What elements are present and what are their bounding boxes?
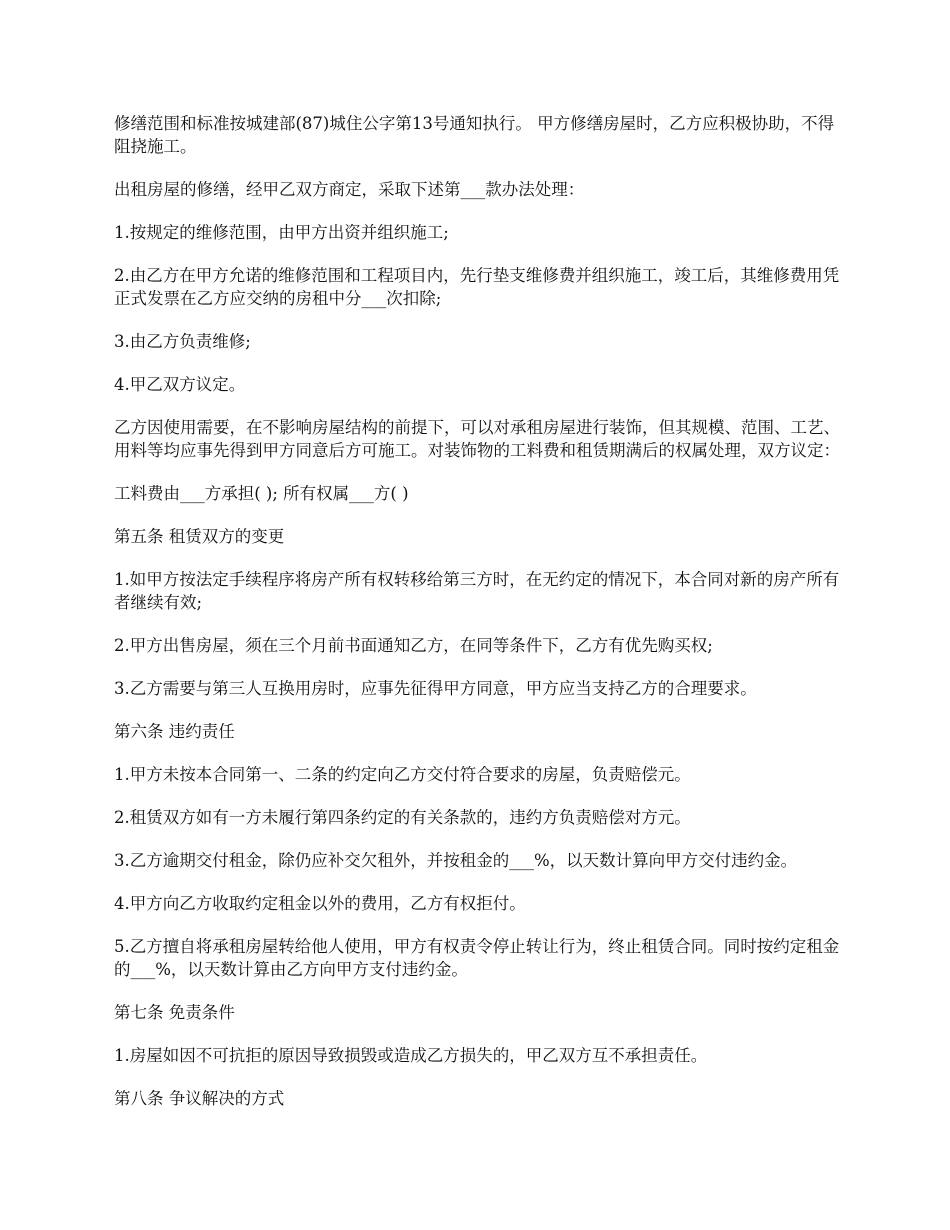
paragraph-decoration-cost: 工料费由___方承担( ); 所有权属___方( ) <box>114 484 409 503</box>
paragraph-article-5-item-2: 2.甲方出售房屋，须在三个月前书面通知乙方，在同等条件下，乙方有优先购买权; <box>114 636 713 655</box>
document-body <box>114 112 844 1130</box>
paragraph-option-4: 4.甲乙双方议定。 <box>114 375 246 394</box>
section-heading-article-6: 第六条 违约责任 <box>114 722 235 741</box>
section-heading-article-5: 第五条 租赁双方的变更 <box>114 527 285 546</box>
paragraph-option-2: 2.由乙方在甲方允诺的维修范围和工程项目内，先行垫支维修费并组织施工，竣工后，其维修费用凭正式发票在乙方应交纳的房租中分___次扣除; <box>114 266 840 308</box>
paragraph-option-3: 3.由乙方负责维修; <box>114 332 251 351</box>
paragraph-decoration: 乙方因使用需要，在不影响房屋结构的前提下，可以对承租房屋进行装饰，但其规模、范围、工艺、用料等均应事先得到甲方同意后方可施工。对装饰物的工料费和租赁期满后的权属处理，双方议定： <box>114 418 840 460</box>
paragraph-article-6-item-5: 5.乙方擅自将承租房屋转给他人使用，甲方有权责令停止转让行为，终止租赁合同。同时按约定租金的___%，以天数计算由乙方向甲方支付违约金。 <box>114 937 840 979</box>
paragraph-option-1: 1.按规定的维修范围，由甲方出资并组织施工; <box>114 223 449 242</box>
paragraph-article-5-item-1: 1.如甲方按法定手续程序将房产所有权转移给第三方时，在无约定的情况下，本合同对新的房产所有者继续有效; <box>114 570 840 612</box>
paragraph-article-6-item-3: 3.乙方逾期交付租金，除仍应补交欠租外，并按租金的___%，以天数计算向甲方交付违约金。 <box>114 851 798 870</box>
paragraph-repair-scope: 修缮范围和标准按城建部(87)城住公字第13号通知执行。 甲方修缮房屋时，乙方应积极协助，不得阻挠施工。 <box>114 114 835 156</box>
paragraph-article-6-item-4: 4.甲方向乙方收取约定租金以外的费用，乙方有权拒付。 <box>114 894 526 913</box>
paragraph-article-6-item-2: 2.租赁双方如有一方未履行第四条约定的有关条款的，违约方负责赔偿对方元。 <box>114 808 691 827</box>
paragraph-article-5-item-3: 3.乙方需要与第三人互换用房时，应事先征得甲方同意，甲方应当支持乙方的合理要求。 <box>114 679 757 698</box>
paragraph-article-7-item-1: 1.房屋如因不可抗拒的原因导致损毁或造成乙方损失的，甲乙双方互不承担责任。 <box>114 1046 708 1065</box>
paragraph-repair-method: 出租房屋的修缮，经甲乙双方商定，采取下述第___款办法处理： <box>114 180 585 199</box>
section-heading-article-7: 第七条 免责条件 <box>114 1003 235 1022</box>
paragraph-article-6-item-1: 1.甲方未按本合同第一、二条的约定向乙方交付符合要求的房屋，负责赔偿元。 <box>114 765 691 784</box>
section-heading-article-8: 第八条 争议解决的方式 <box>114 1089 285 1108</box>
